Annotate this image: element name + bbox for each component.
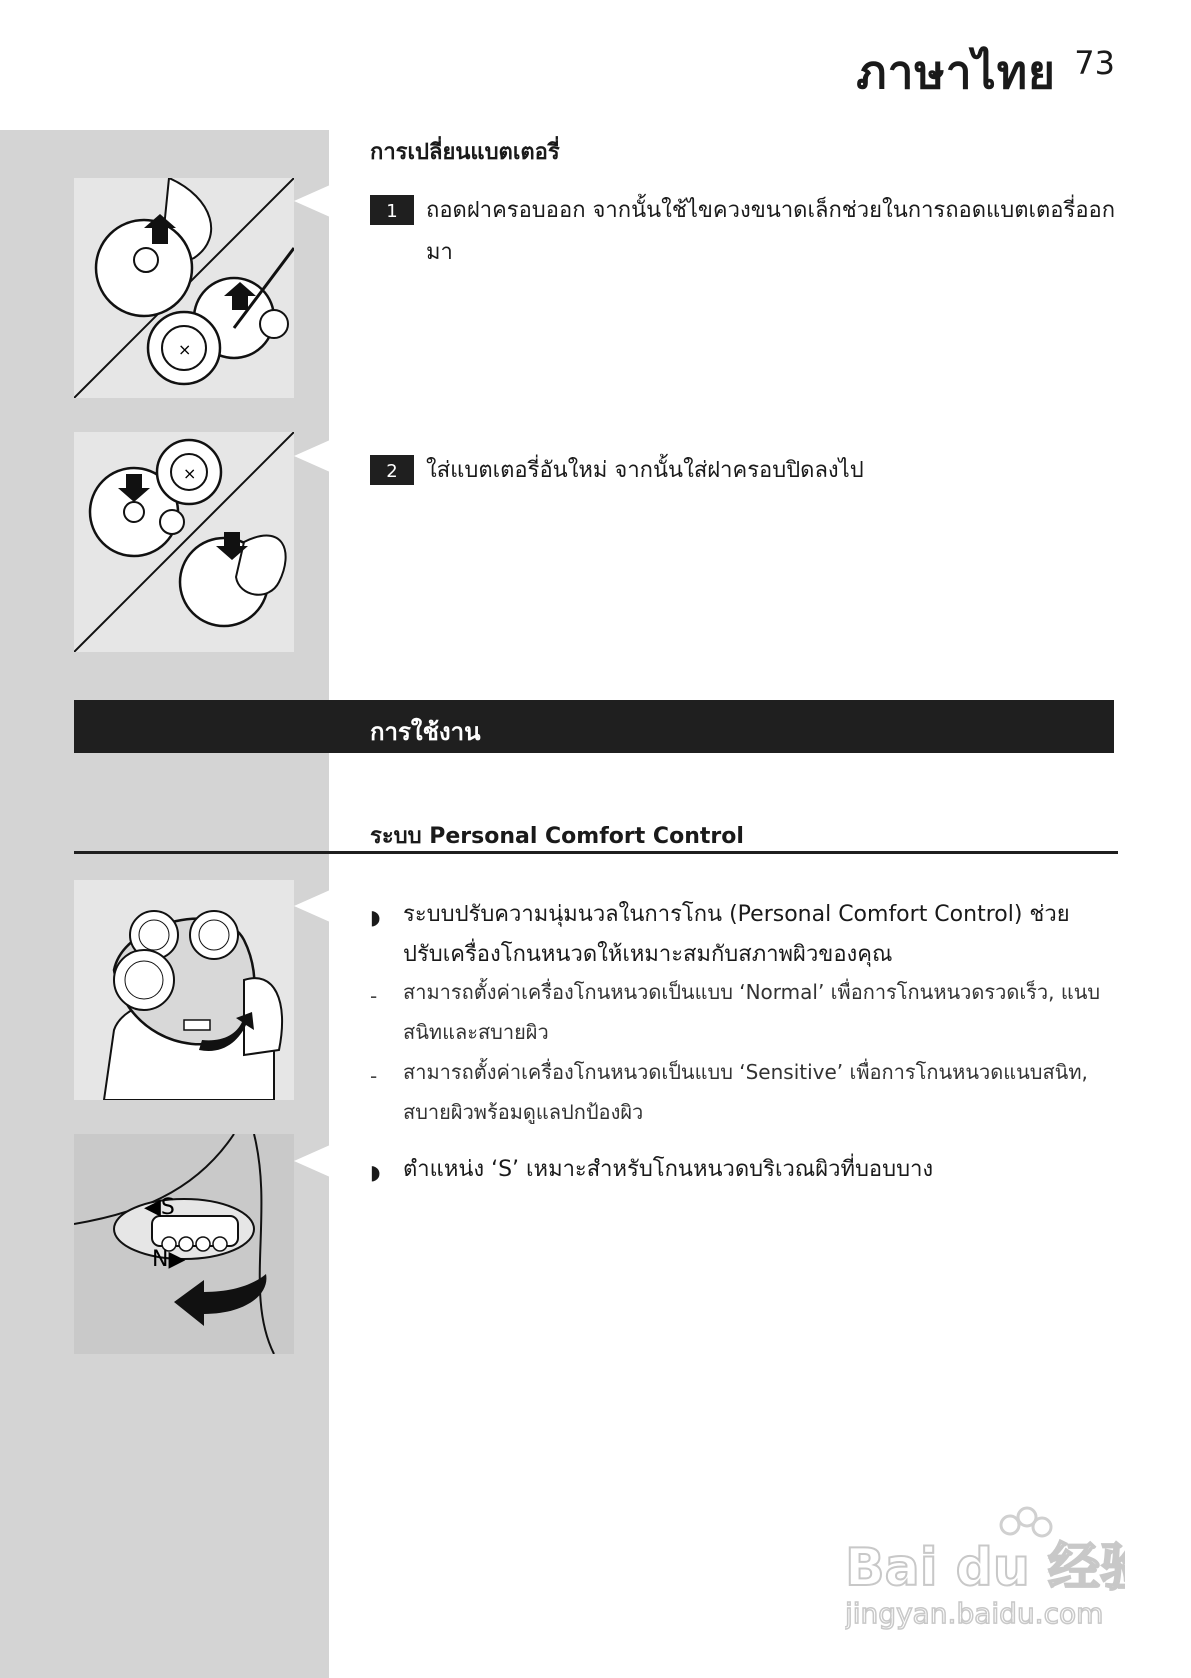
insert-battery-illustration xyxy=(74,432,294,652)
n-mark-label: N▶ xyxy=(152,1247,186,1272)
illustration-pointer xyxy=(294,890,330,922)
shaver-dial-illustration xyxy=(74,880,294,1100)
bullet-icon: ◗ xyxy=(370,905,381,929)
illustration-pointer xyxy=(294,1145,330,1177)
bullet-icon: ◗ xyxy=(370,1160,381,1184)
svg-text:×: × xyxy=(178,340,192,359)
dash-icon: - xyxy=(370,984,378,1008)
svg-text:×: × xyxy=(183,464,197,483)
illustration-pointer xyxy=(294,185,330,217)
watermark-brand: Bai du 经验 xyxy=(845,1538,1125,1598)
pcc-dash-2: สามารถตั้งค่าเครื่องโกนหนวดเป็นแบบ ‘Sensitive’ เพื่อการโกนหนวดแนบสนิท, สบายผิวพร้อมดูแลปกป้องผิว xyxy=(403,1060,1088,1124)
pcc-bullet-2: ตำแหน่ง ‘S’ เหมาะสำหรับโกนหนวดบริเวณผิวที่บอบบาง xyxy=(403,1157,934,1182)
step-1-number: 1 xyxy=(370,195,414,225)
watermark-url: jingyan.baidu.com xyxy=(845,1597,1104,1630)
battery-heading: การเปลี่ยนแบตเตอรี่ xyxy=(370,140,560,165)
baidu-watermark xyxy=(845,1495,1125,1635)
s-mark-label: ◀S xyxy=(144,1195,175,1220)
section-title: การใช้งาน xyxy=(370,718,481,746)
dash-icon: - xyxy=(370,1064,378,1088)
pcc-bullet-1: ระบบปรับความนุ่มนวลในการโกน (Personal Comfort Control) ช่วยปรับเครื่องโกนหนวดให้เหมาะสมกับสภาพผิวของคุณ xyxy=(403,902,1070,967)
pcc-subheading: ระบบ Personal Comfort Control xyxy=(370,824,744,849)
step-2-number: 2 xyxy=(370,455,414,485)
divider-rule xyxy=(74,851,1118,854)
step-1-text: ถอดฝาครอบออก จากนั้นใช้ไขควงขนาดเล็กช่วยในการถอดแบตเตอรี่ออกมา xyxy=(426,198,1116,265)
page-number: 73 xyxy=(1074,44,1115,82)
remove-battery-illustration xyxy=(74,178,294,398)
illustration-pointer xyxy=(294,440,330,472)
page-title: ภาษาไทย xyxy=(856,45,1056,99)
section-title-bar xyxy=(74,700,1114,753)
sn-dial-illustration xyxy=(74,1134,294,1354)
pcc-dash-1: สามารถตั้งค่าเครื่องโกนหนวดเป็นแบบ ‘Normal’ เพื่อการโกนหนวดรวดเร็ว, แนบสนิทและสบายผิว xyxy=(403,980,1101,1044)
step-2-text: ใส่แบตเตอรี่อันใหม่ จากนั้นใส่ฝาครอบปิดลงไป xyxy=(426,458,864,483)
